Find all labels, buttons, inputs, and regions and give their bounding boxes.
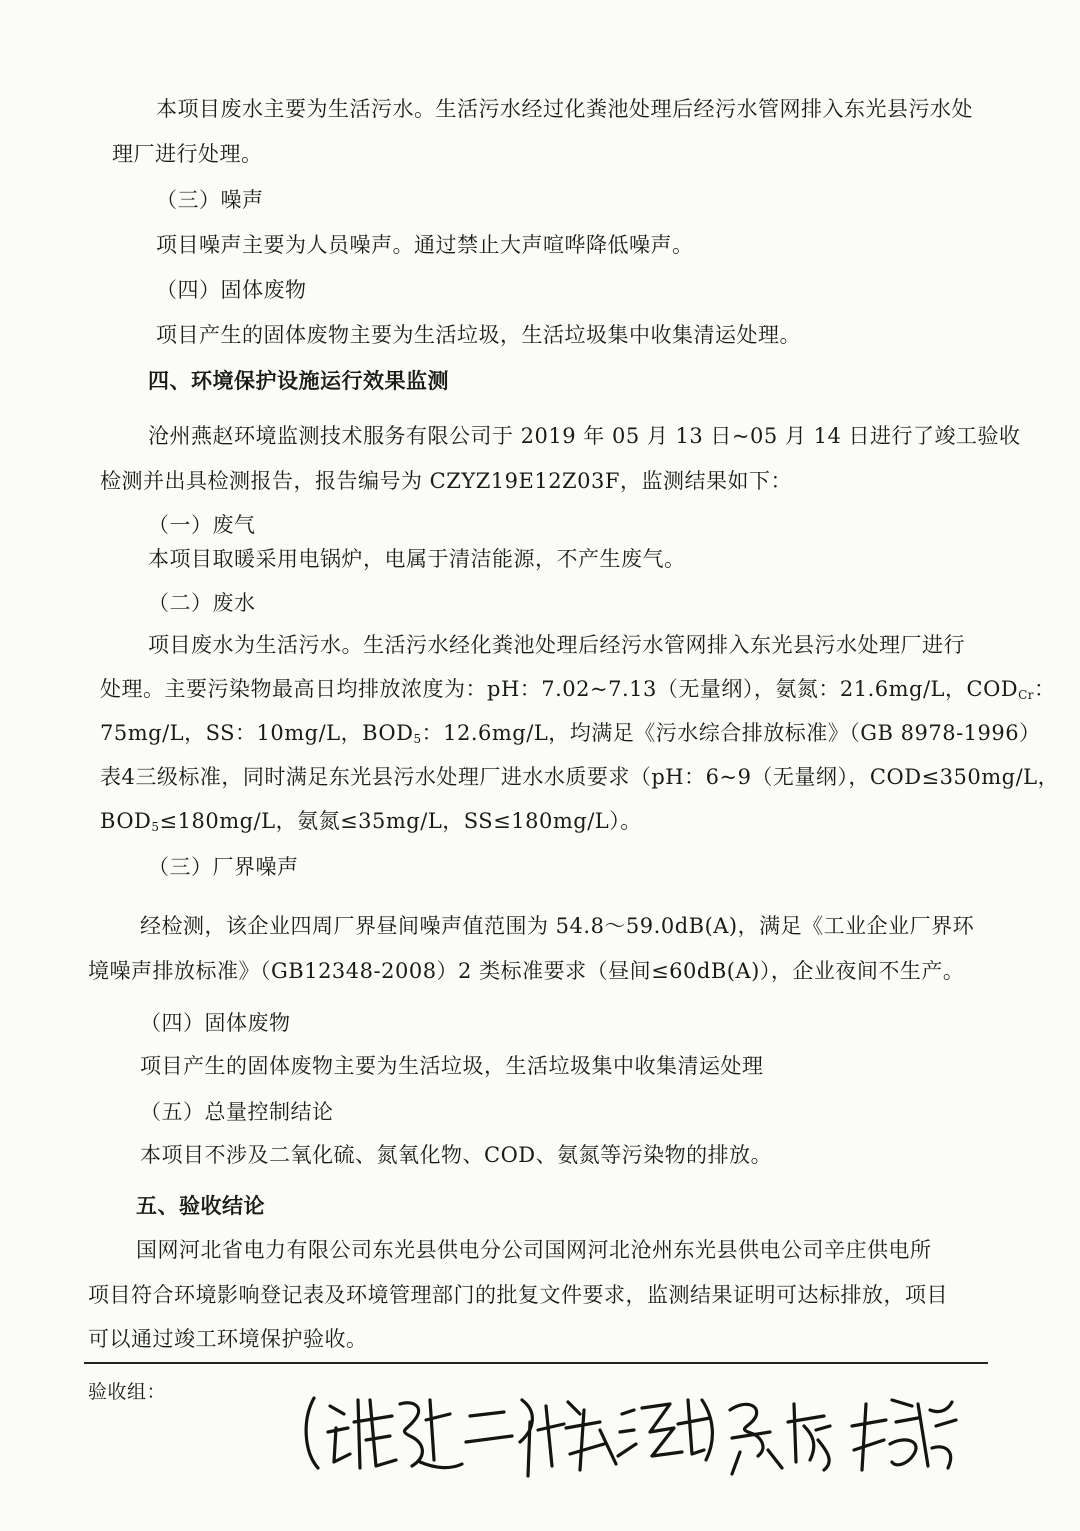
section-solid-waste-heading: （四）固体废物 — [156, 278, 307, 302]
solid-waste-result: 项目产生的固体废物主要为生活垃圾，生活垃圾集中收集清运处理 — [140, 1054, 764, 1078]
wastewater-result-line-3: 75mg/L，SS：10mg/L，$BOD_5$：12.6mg/L，均满足《污水综合排放标准》（GB 8978-1996） — [100, 721, 1041, 746]
wastewater-result-line-4: 表4三级标准，同时满足东光县污水处理厂进水水质要求（pH：6~9（无量纲），COD≤350mg/L， — [100, 765, 1060, 789]
horizontal-rule — [84, 1362, 988, 1364]
boundary-noise-line-1: 经检测，该企业四周厂界昼间噪声值范围为 54.8～59.0dB(A)，满足《工业企业厂界环 — [140, 914, 975, 938]
total-control-result: 本项目不涉及二氧化硫、氮氧化物、COD、氨氮等污染物的排放。 — [140, 1143, 773, 1167]
signature-1 — [328, 1400, 462, 1468]
conclusion-line-1: 国网河北省电力有限公司东光县供电分公司国网河北沧州东光县供电公司辛庄供电所 — [136, 1238, 932, 1262]
solid-waste-summary: 项目产生的固体废物主要为生活垃圾，生活垃圾集中收集清运处理。 — [156, 323, 801, 347]
section-wastewater-heading: （二）废水 — [148, 591, 256, 615]
section-solid-waste-heading-2: （四）固体废物 — [140, 1011, 291, 1035]
signature-1-bracket — [306, 1398, 318, 1468]
section-boundary-noise-heading: （三）厂界噪声 — [148, 855, 299, 879]
wastewater-result-line-2: 处理。主要污染物最高日均排放浓度为：pH：7.02~7.13（无量纲），氨氮：21.6mg/L，$COD_{Cr}$： — [100, 677, 1056, 702]
signature-3 — [618, 1400, 712, 1460]
monitoring-intro-line-1: 沧州燕赵环境监测技术服务有限公司于 2019 年 05 月 13 日~05 月 14 日进行了竣工验收 — [148, 424, 1021, 448]
conclusion-line-2: 项目符合环境影响登记表及环境管理部门的批复文件要求，监测结果证明可达标排放，项目 — [88, 1283, 948, 1307]
section-total-control-heading: （五）总量控制结论 — [140, 1100, 334, 1124]
exhaust-summary: 本项目取暖采用电锅炉，电属于清洁能源，不产生废气。 — [148, 547, 686, 571]
signature-5 — [852, 1400, 956, 1470]
boundary-noise-line-2: 境噪声排放标准》（GB12348-2008）2 类标准要求（昼间≤60dB(A)），企业夜间不生产。 — [88, 959, 965, 983]
wastewater-summary-line-1: 本项目废水主要为生活污水。生活污水经过化粪池处理后经污水管网排入东光县污水处 — [156, 97, 973, 121]
wastewater-result-line-1: 项目废水为生活污水。生活污水经化粪池处理后经污水管网排入东光县污水处理厂进行 — [148, 633, 965, 657]
section-exhaust-heading: （一）废气 — [148, 513, 256, 537]
chapter-5-heading: 五、验收结论 — [136, 1193, 265, 1218]
conclusion-line-3: 可以通过竣工环境保护验收。 — [88, 1327, 368, 1351]
signature-4 — [730, 1404, 830, 1474]
noise-summary: 项目噪声主要为人员噪声。通过禁止大声喧哗降低噪声。 — [156, 233, 694, 257]
chapter-4-heading: 四、环境保护设施运行效果监测 — [148, 368, 449, 393]
acceptance-group-label: 验收组： — [88, 1381, 167, 1403]
handwritten-signatures — [300, 1370, 990, 1490]
wastewater-result-line-5: $BOD_5\le 180mg/L$，氨氮≤35mg/L，SS≤180mg/L）。 — [100, 809, 642, 834]
signature-2 — [466, 1400, 616, 1476]
section-noise-heading: （三）噪声 — [156, 188, 264, 212]
wastewater-summary-line-2: 理厂进行处理。 — [112, 142, 263, 166]
monitoring-intro-line-2: 检测并出具检测报告，报告编号为 CZYZ19E12Z03F，监测结果如下： — [100, 469, 792, 493]
